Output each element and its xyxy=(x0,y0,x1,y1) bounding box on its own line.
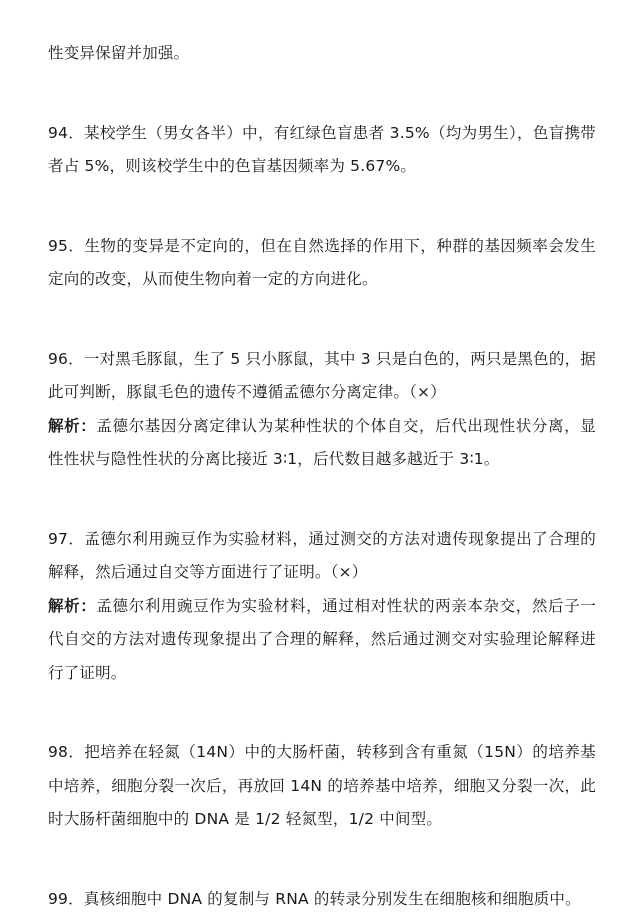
analysis-label: 解析： xyxy=(48,597,96,615)
paragraph-gap xyxy=(48,837,596,883)
paragraph-93-end: 性变异保留并加强。 xyxy=(48,37,596,71)
question-94: 94．某校学生（男女各半）中，有红绿色盲患者 3.5%（均为男生），色盲携带者占 5%，则该校学生中的色盲基因频率为 5.67%。 xyxy=(48,117,596,184)
question-97: 97．孟德尔利用豌豆作为实验材料，通过测交的方法对遗传现象提出了合理的解释，然后通过自交等方面进行了证明。（×） xyxy=(48,523,596,590)
analysis-text: 孟德尔基因分离定律认为某种性状的个体自交，后代出现性状分离，显性性状与隐性性状的分离比接近 3∶1，后代数目越多越近于 3∶1。 xyxy=(48,417,596,469)
question-96: 96．一对黑毛豚鼠，生了 5 只小豚鼠，其中 3 只是白色的，两只是黑色的，据此可判断，豚鼠毛色的遗传不遵循孟德尔分离定律。（×） xyxy=(48,343,596,410)
question-99: 99．真核细胞中 DNA 的复制与 RNA 的转录分别发生在细胞核和细胞质中。 xyxy=(48,883,596,916)
paragraph-gap xyxy=(48,690,596,736)
analysis-97 xyxy=(48,590,596,691)
paragraph-gap xyxy=(48,297,596,343)
analysis-text: 孟德尔利用豌豆作为实验材料，通过相对性状的两亲本杂交，然后子一代自交的方法对遗传现象提出了合理的解释，然后通过测交对实验理论解释进行了证明。 xyxy=(48,597,596,682)
analysis-96 xyxy=(48,410,596,477)
paragraph-gap xyxy=(48,71,596,117)
question-95: 95．生物的变异是不定向的，但在自然选择的作用下，种群的基因频率会发生定向的改变，从而使生物向着一定的方向进化。 xyxy=(48,230,596,297)
question-98: 98．把培养在轻氮（14N）中的大肠杆菌，转移到含有重氮（15N）的培养基中培养，细胞分裂一次后，再放回 14N 的培养基中培养，细胞又分裂一次，此时大肠杆菌细胞中的 DNA 是 1/2 轻氮型，1/2 中间型。 xyxy=(48,736,596,837)
analysis-label: 解析： xyxy=(48,417,96,435)
paragraph-gap xyxy=(48,477,596,523)
paragraph-gap xyxy=(48,184,596,230)
